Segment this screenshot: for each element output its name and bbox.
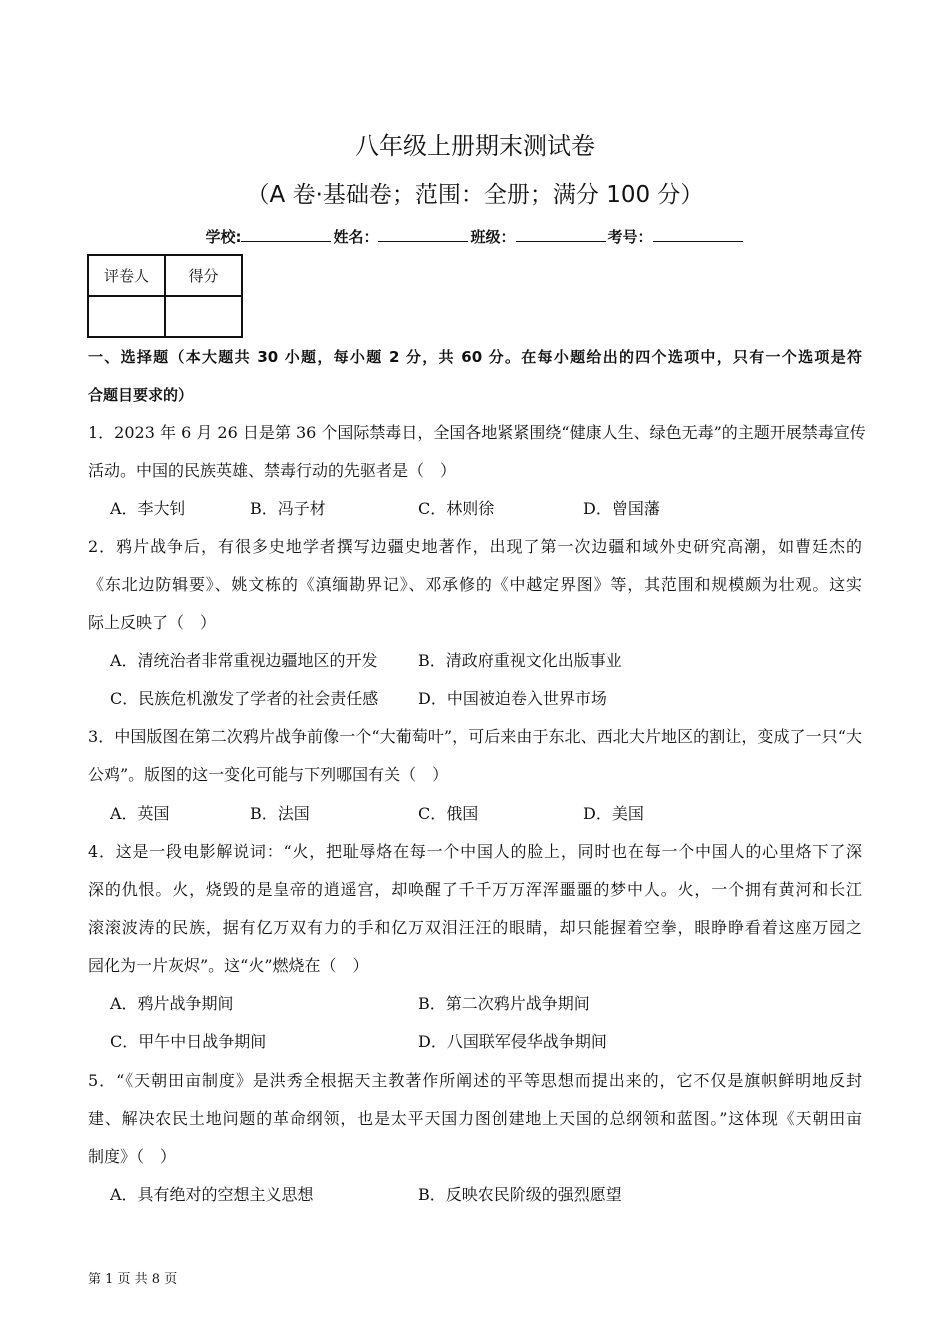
name-field[interactable] bbox=[378, 227, 468, 242]
q1-option-a: A．李大钊 bbox=[110, 499, 186, 518]
section-heading: 一、选择题（本大题共 30 小题，每小题 2 分，共 60 分。在每小题给出的四个选项中，只有一个选项是符 bbox=[88, 348, 862, 366]
page-subtitle: （A 卷·基础卷；范围：全册；满分 100 分） bbox=[246, 182, 704, 208]
question-4-text: 滚滚波涛的民族，据有亿万双有力的手和亿万双泪汪汪的眼睛，却只能握着空拳，眼睁睁看着这座万园之 bbox=[88, 918, 862, 937]
question-2-text: 《东北边防辑要》、姚文栋的《滇缅勘界记》、邓承修的《中越定界图》等，其范围和规模颇为壮观。这实 bbox=[88, 575, 862, 594]
question-2-text: 2．鸦片战争后，有很多史地学者撰写边疆史地著作，出现了第一次边疆和域外史研究高潮，如曹廷杰的 bbox=[88, 537, 862, 556]
q4-option-b: B．第二次鸦片战争期间 bbox=[418, 994, 590, 1013]
question-3-text: 3．中国版图在第二次鸦片战争前像一个“大葡萄叶”，可后来由于东北、西北大片地区的割让，变成了一只“大 bbox=[88, 727, 862, 746]
q5-option-a: A．具有绝对的空想主义思想 bbox=[110, 1185, 314, 1204]
question-5-text: 5．“《天朝田亩制度》是洪秀全根据天主教著作所阐述的平等思想而提出来的，它不仅是旗帜鲜明地反封 bbox=[88, 1071, 862, 1090]
q2-option-a: A．清统治者非常重视边疆地区的开发 bbox=[110, 651, 378, 670]
grader-cell bbox=[88, 296, 165, 337]
question-2-text: 际上反映了（ ） bbox=[88, 613, 217, 632]
q2-option-d: D．中国被迫卷入世界市场 bbox=[418, 689, 607, 708]
score-table bbox=[87, 254, 243, 338]
number-label: 考号： bbox=[607, 228, 653, 246]
question-1-text: 1．2023 年 6 月 26 日是第 36 个国际禁毒日，全国各地紧紧围绕“健康人生、绿色无毒”的主题开展禁毒宣传 bbox=[88, 423, 866, 442]
question-5-text: 建、解决农民土地问题的革命纲领，也是太平天国力图创建地上天国的总纲领和蓝图。”这体现《天朝田亩 bbox=[88, 1109, 862, 1128]
school-field[interactable] bbox=[241, 227, 331, 242]
score-header: 得分 bbox=[165, 255, 242, 296]
q2-option-c: C．民族危机激发了学者的社会责任感 bbox=[110, 689, 379, 708]
question-5-text: 制度》（ ） bbox=[88, 1147, 177, 1166]
name-label: 姓名： bbox=[333, 228, 379, 246]
number-field[interactable] bbox=[653, 227, 743, 242]
grader-header: 评卷人 bbox=[88, 255, 165, 296]
question-3-text: 公鸡”。版图的这一变化可能与下列哪国有关（ ） bbox=[88, 765, 449, 784]
question-1-text: 活动。中国的民族英雄、禁毒行动的先驱者是（ ） bbox=[88, 461, 457, 480]
q3-option-d: D．美国 bbox=[583, 804, 644, 823]
page-title: 八年级上册期末测试卷 bbox=[355, 132, 595, 160]
class-field[interactable] bbox=[516, 227, 606, 242]
q5-option-b: B．反映农民阶级的强烈愿望 bbox=[418, 1185, 622, 1204]
page-footer: 第 1 页 共 8 页 bbox=[88, 1272, 178, 1287]
q4-option-d: D．八国联军侵华战争期间 bbox=[418, 1032, 607, 1051]
q1-option-b: B．冯子材 bbox=[250, 499, 326, 518]
q3-option-a: A．英国 bbox=[110, 804, 170, 823]
q1-option-c: C．林则徐 bbox=[418, 499, 495, 518]
question-4-text: 园化为一片灰烬”。这“火”燃烧在（ ） bbox=[88, 956, 369, 975]
q4-option-c: C．甲午中日战争期间 bbox=[110, 1032, 267, 1051]
q4-option-a: A．鸦片战争期间 bbox=[110, 994, 234, 1013]
section-heading-cont: 合题目要求的） bbox=[88, 386, 194, 404]
class-label: 班级： bbox=[470, 228, 516, 246]
q3-option-b: B．法国 bbox=[250, 804, 310, 823]
question-4-text: 深的仇恨。火，烧毁的是皇帝的逍遥宫，却唤醒了千千万万浑浑噩噩的梦中人。火，一个拥有黄河和长江 bbox=[88, 880, 862, 899]
score-cell bbox=[165, 296, 242, 337]
q1-option-d: D．曾国藩 bbox=[583, 499, 660, 518]
student-info-row bbox=[0, 226, 950, 247]
q3-option-c: C．俄国 bbox=[418, 804, 479, 823]
school-label: 学校: bbox=[205, 228, 242, 246]
q2-option-b: B．清政府重视文化出版事业 bbox=[418, 651, 622, 670]
question-4-text: 4．这是一段电影解说词：“火，把耻辱烙在每一个中国人的脸上，同时也在每一个中国人的心里烙下了深 bbox=[88, 842, 862, 861]
